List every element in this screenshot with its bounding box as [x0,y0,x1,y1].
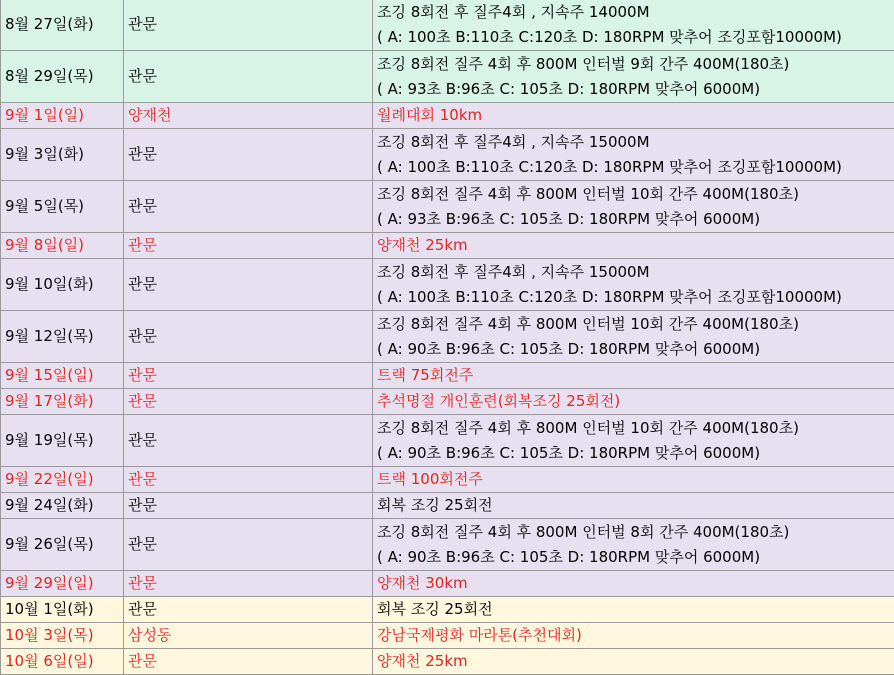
workout-line: ( A: 90초 B:96초 C: 105초 D: 180RPM 맞추어 6000M) [377,441,894,466]
date-cell[interactable]: 10월 6일(일) [1,649,124,675]
workout-line: ( A: 90초 B:96초 C: 105초 D: 180RPM 맞추어 6000M) [377,545,894,570]
workout-line: 추석명절 개인훈련(회복조깅 25회전) [377,389,894,414]
workout-line: ( A: 93초 B:96초 C: 105초 D: 180RPM 맞추어 6000M) [377,207,894,232]
date-cell[interactable]: 9월 22일(일) [1,467,124,493]
workout-cell[interactable] [373,311,894,363]
place-cell[interactable]: 삼성동 [124,623,373,649]
workout-line: 조깅 8회전 질주 4회 후 800M 인터벌 8회 간주 400M(180초) [377,520,894,545]
date-cell[interactable]: 9월 12일(목) [1,311,124,363]
place-cell[interactable]: 관문 [124,129,373,181]
schedule-body [1,0,894,675]
workout-line: 조깅 8회전 질주 4회 후 800M 인터벌 10회 간주 400M(180초) [377,182,894,207]
workout-cell[interactable] [373,519,894,571]
table-row [1,0,894,51]
workout-cell[interactable] [373,259,894,311]
workout-line: ( A: 93초 B:96초 C: 105초 D: 180RPM 맞추어 6000M) [377,77,894,102]
place-cell[interactable]: 관문 [124,389,373,415]
workout-line: 조깅 8회전 질주 4회 후 800M 인터벌 9회 간주 400M(180초) [377,52,894,77]
place-cell[interactable]: 관문 [124,571,373,597]
table-row [1,467,894,493]
date-cell[interactable]: 9월 24일(화) [1,493,124,519]
date-cell[interactable]: 9월 10일(화) [1,259,124,311]
workout-line: 조깅 8회전 후 질주4회 , 지속주 14000M [377,0,894,25]
date-cell[interactable]: 9월 3일(화) [1,129,124,181]
place-cell[interactable]: 관문 [124,597,373,623]
workout-line: 조깅 8회전 후 질주4회 , 지속주 15000M [377,130,894,155]
table-row [1,233,894,259]
workout-line: 회복 조깅 25회전 [377,597,894,622]
table-row [1,649,894,675]
place-cell[interactable]: 관문 [124,0,373,51]
workout-cell[interactable] [373,467,894,493]
table-row [1,389,894,415]
workout-cell[interactable] [373,415,894,467]
date-cell[interactable]: 9월 29일(일) [1,571,124,597]
date-cell[interactable]: 9월 26일(목) [1,519,124,571]
place-cell[interactable]: 관문 [124,519,373,571]
table-row [1,493,894,519]
table-row [1,181,894,233]
place-cell[interactable]: 관문 [124,493,373,519]
workout-line: 조깅 8회전 후 질주4회 , 지속주 15000M [377,260,894,285]
table-row [1,363,894,389]
workout-cell[interactable] [373,571,894,597]
workout-line: ( A: 100초 B:110초 C:120초 D: 180RPM 맞추어 조깅포함10000M) [377,155,894,180]
workout-line: ( A: 100초 B:110초 C:120초 D: 180RPM 맞추어 조깅포함10000M) [377,285,894,310]
workout-cell[interactable] [373,623,894,649]
place-cell[interactable]: 관문 [124,311,373,363]
workout-line: 양재천 25km [377,649,894,674]
date-cell[interactable]: 8월 29일(목) [1,51,124,103]
table-row [1,571,894,597]
table-row [1,103,894,129]
workout-line: 조깅 8회전 질주 4회 후 800M 인터벌 10회 간주 400M(180초) [377,416,894,441]
date-cell[interactable]: 9월 8일(일) [1,233,124,259]
workout-line: 트랙 100회전주 [377,467,894,492]
place-cell[interactable]: 관문 [124,181,373,233]
place-cell[interactable]: 관문 [124,51,373,103]
place-cell[interactable]: 관문 [124,259,373,311]
table-row [1,597,894,623]
workout-cell[interactable] [373,181,894,233]
workout-cell[interactable] [373,597,894,623]
workout-cell[interactable] [373,103,894,129]
workout-line: 회복 조깅 25회전 [377,493,894,518]
place-cell[interactable]: 관문 [124,233,373,259]
table-row [1,51,894,103]
date-cell[interactable]: 9월 17일(화) [1,389,124,415]
workout-line: 트랙 75회전주 [377,363,894,388]
date-cell[interactable]: 9월 15일(일) [1,363,124,389]
date-cell[interactable]: 8월 27일(화) [1,0,124,51]
date-cell[interactable]: 10월 3일(목) [1,623,124,649]
table-row [1,129,894,181]
table-row [1,415,894,467]
workout-line: 강남국제평화 마라톤(추천대회) [377,623,894,648]
place-cell[interactable]: 관문 [124,415,373,467]
workout-cell[interactable] [373,389,894,415]
workout-cell[interactable] [373,363,894,389]
date-cell[interactable]: 10월 1일(화) [1,597,124,623]
workout-cell[interactable] [373,649,894,675]
workout-cell[interactable] [373,129,894,181]
workout-line: 조깅 8회전 질주 4회 후 800M 인터벌 10회 간주 400M(180초) [377,312,894,337]
table-row [1,259,894,311]
table-row [1,519,894,571]
workout-line: 양재천 30km [377,571,894,596]
table-row [1,623,894,649]
workout-cell[interactable] [373,0,894,51]
date-cell[interactable]: 9월 5일(목) [1,181,124,233]
workout-line: ( A: 90초 B:96초 C: 105초 D: 180RPM 맞추어 6000M) [377,337,894,362]
workout-line: 월례대회 10km [377,103,894,128]
workout-cell[interactable] [373,493,894,519]
place-cell[interactable]: 관문 [124,363,373,389]
place-cell[interactable]: 관문 [124,649,373,675]
workout-line: ( A: 100초 B:110초 C:120초 D: 180RPM 맞추어 조깅포함10000M) [377,25,894,50]
workout-line: 양재천 25km [377,233,894,258]
table-row [1,311,894,363]
date-cell[interactable]: 9월 1일(일) [1,103,124,129]
place-cell[interactable]: 양재천 [124,103,373,129]
date-cell[interactable]: 9월 19일(목) [1,415,124,467]
workout-cell[interactable] [373,233,894,259]
workout-cell[interactable] [373,51,894,103]
place-cell[interactable]: 관문 [124,467,373,493]
